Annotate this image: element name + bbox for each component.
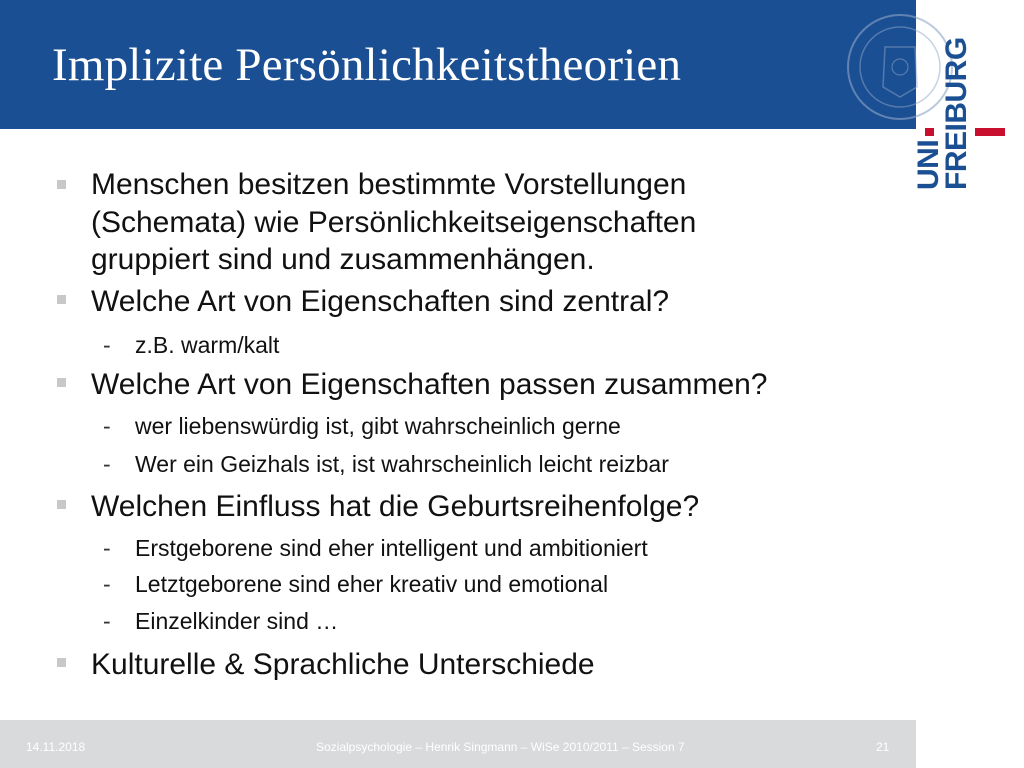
sub-bullet-text: z.B. warm/kalt <box>135 332 280 358</box>
sub-bullet-dash: - <box>103 451 111 477</box>
logo-accent-bar <box>925 128 934 136</box>
bullet-marker <box>57 378 66 387</box>
footer-course-info: Sozialpsychologie – Henrik Singmann – WiSe 2010/2011 – Session 7 <box>316 740 685 754</box>
bullet-text: gruppiert sind und zusammenhängen. <box>91 243 595 276</box>
bullet-marker <box>57 658 66 667</box>
page-number: 21 <box>876 740 890 754</box>
bullet-text: Welche Art von Eigenschaften sind zentral? <box>91 285 670 318</box>
bullet-marker <box>57 295 66 304</box>
footer-date: 14.11.2018 <box>26 740 86 754</box>
sub-bullet-text: Wer ein Geizhals ist, ist wahrscheinlich leicht reizbar <box>135 451 669 477</box>
sub-bullet-dash: - <box>103 571 111 597</box>
sub-bullet-dash: - <box>103 413 111 439</box>
sub-bullet-text: wer liebenswürdig ist, gibt wahrscheinlich gerne <box>135 413 621 439</box>
sub-bullet-text: Letztgeborene sind eher kreativ und emotional <box>135 571 609 597</box>
bullet-text: Welchen Einfluss hat die Geburtsreihenfolge? <box>91 490 700 523</box>
bullet-text: Kulturelle & Sprachliche Unterschiede <box>91 648 595 681</box>
bullet-text: Welche Art von Eigenschaften passen zusammen? <box>91 368 768 401</box>
bullet-marker <box>57 180 66 189</box>
sub-bullet-dash: - <box>103 535 111 561</box>
logo-text-uni: UNI <box>912 139 945 190</box>
sub-bullet-dash: - <box>103 332 111 358</box>
university-logo <box>912 37 973 190</box>
logo-text-freiburg: FREIBURG <box>940 37 973 190</box>
bullet-text: Menschen besitzen bestimmte Vorstellungen <box>91 168 687 201</box>
footer-bar <box>0 720 916 768</box>
bullet-text: (Schemata) wie Persönlichkeitseigenschaften <box>91 206 697 239</box>
sub-bullet-text: Einzelkinder sind … <box>135 608 339 634</box>
sub-bullet-text: Erstgeborene sind eher intelligent und ambitioniert <box>135 535 648 561</box>
bullet-marker <box>57 500 66 509</box>
sub-bullet-dash: - <box>103 608 111 634</box>
logo-accent-bar <box>975 128 1005 136</box>
slide-title: Implizite Persönlichkeitstheorien <box>52 39 682 91</box>
